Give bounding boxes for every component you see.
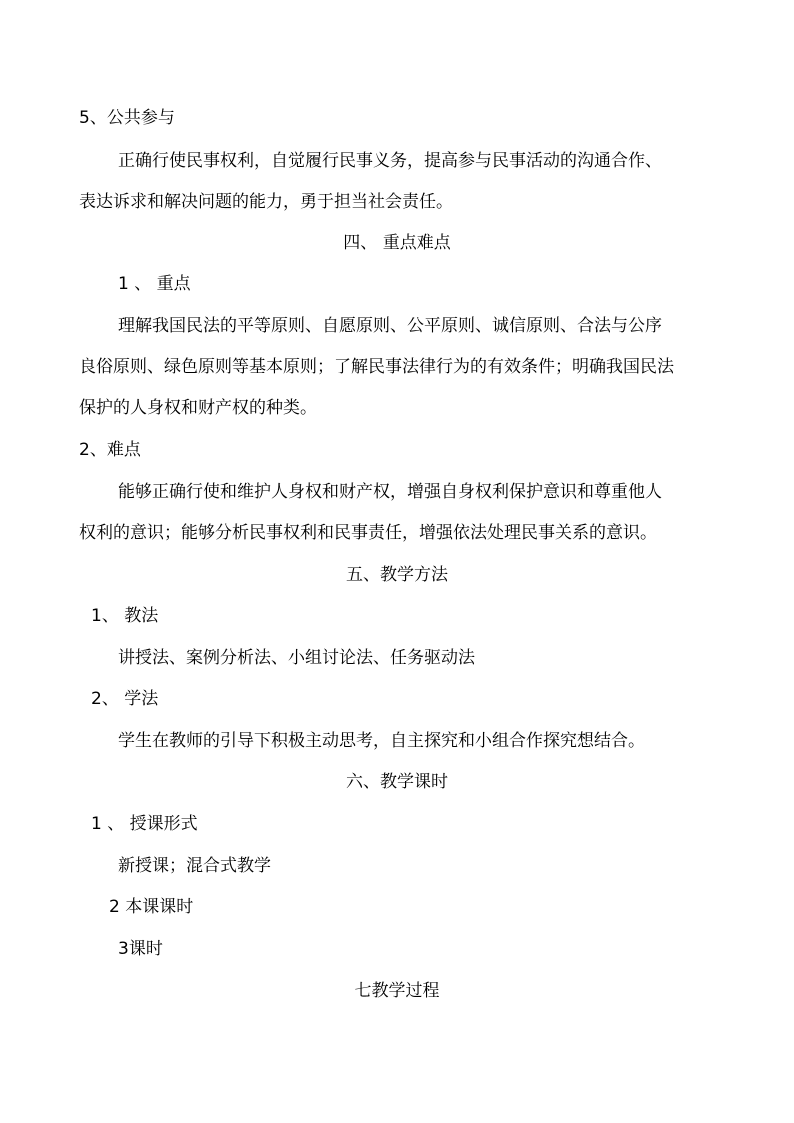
key-points-heading: 1 、 重点 xyxy=(118,274,191,294)
key-points-line-2: 良俗原则、绿色原则等基本原则；了解民事法律行为的有效条件；明确我国民法 xyxy=(79,357,674,377)
key-points-line-3: 保护的人身权和财产权的种类。 xyxy=(79,398,317,418)
teaching-method-body: 讲授法、案例分析法、小组讨论法、任务驱动法 xyxy=(118,648,475,668)
public-participation-body-line-2: 表达诉求和解决问题的能力，勇于担当社会责任。 xyxy=(79,192,453,212)
difficult-points-heading: 2、难点 xyxy=(79,440,141,460)
teaching-method-heading: 1、 教法 xyxy=(91,606,159,626)
learning-method-heading: 2、 学法 xyxy=(91,689,159,709)
learning-method-body: 学生在教师的引导下积极主动思考，自主探究和小组合作探究想结合。 xyxy=(118,731,645,751)
class-form-body: 新授课；混合式教学 xyxy=(118,856,271,876)
class-hours-body: 3课时 xyxy=(118,939,163,959)
section-title-key-difficult: 四、 重点难点 xyxy=(343,233,451,253)
public-participation-heading: 5、公共参与 xyxy=(79,108,175,128)
class-form-heading: 1 、 授课形式 xyxy=(91,814,198,834)
public-participation-body-line-1: 正确行使民事权利，自觉履行民事义务，提高参与民事活动的沟通合作、 xyxy=(118,151,662,171)
section-title-teaching-hours: 六、教学课时 xyxy=(346,772,448,792)
class-hours-heading: 2 本课课时 xyxy=(109,897,194,917)
section-title-teaching-process: 七教学过程 xyxy=(354,981,440,1001)
difficult-points-line-1: 能够正确行使和维护人身权和财产权，增强自身权利保护意识和尊重他人 xyxy=(118,482,662,502)
key-points-line-1: 理解我国民法的平等原则、自愿原则、公平原则、诚信原则、合法与公序 xyxy=(118,316,662,336)
difficult-points-line-2: 权利的意识；能够分析民事权利和民事责任，增强依法处理民事关系的意识。 xyxy=(79,523,657,543)
section-title-teaching-methods: 五、教学方法 xyxy=(346,565,448,585)
